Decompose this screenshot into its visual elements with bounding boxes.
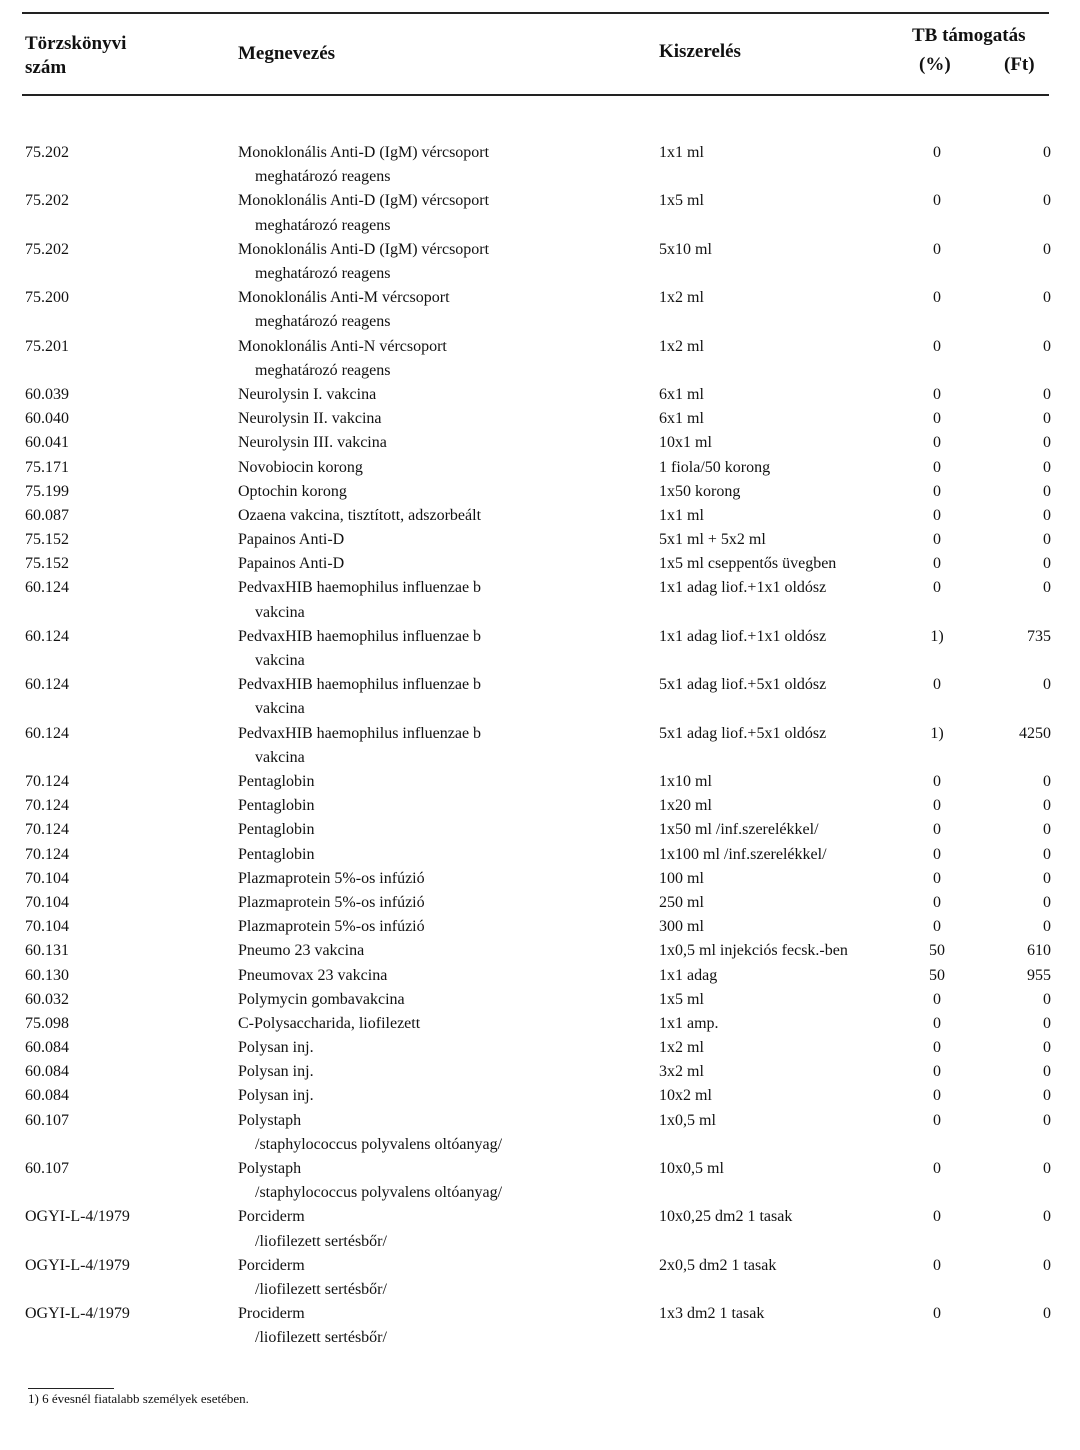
support-ft: 0 (1043, 192, 1051, 210)
table-row (0, 480, 1080, 504)
support-percent: 0 (933, 410, 941, 428)
product-name-continuation: meghatározó reagens (255, 313, 391, 331)
table-row (0, 1302, 1080, 1350)
support-percent: 0 (933, 773, 941, 791)
support-ft: 0 (1043, 773, 1051, 791)
support-ft: 0 (1043, 1305, 1051, 1323)
product-name-line: Pentaglobin (238, 797, 315, 815)
product-name-line: Pentaglobin (238, 821, 315, 839)
packaging: 1x20 ml (659, 797, 712, 815)
table-row (0, 988, 1080, 1012)
registry-number: OGYI-L-4/1979 (25, 1208, 130, 1226)
packaging: 1x1 adag (659, 966, 718, 984)
packaging: 1x100 ml /inf.szerelékkel/ (659, 845, 827, 863)
support-ft: 0 (1043, 289, 1051, 307)
header-id-line2: szám (25, 57, 67, 78)
product-name-line: Neurolysin III. vakcina (238, 434, 387, 452)
product-name (238, 722, 481, 770)
packaging: 5x1 ml + 5x2 ml (659, 531, 766, 549)
support-percent: 1) (930, 724, 944, 742)
packaging: 5x10 ml (659, 240, 712, 258)
registry-number: 60.084 (25, 1063, 69, 1081)
packaging: 1x5 ml (659, 192, 704, 210)
support-ft: 0 (1043, 144, 1051, 161)
product-name-line: Novobiocin korong (238, 458, 363, 476)
registry-number: 60.124 (25, 579, 69, 597)
registry-number: 75.152 (25, 531, 69, 549)
support-ft: 4250 (1019, 724, 1051, 742)
registry-number: OGYI-L-4/1979 (25, 1256, 130, 1274)
support-ft: 0 (1043, 579, 1051, 597)
table-row (0, 383, 1080, 407)
support-ft: 0 (1043, 1208, 1051, 1226)
support-percent: 0 (933, 1208, 941, 1226)
support-percent: 0 (933, 579, 941, 597)
registry-number: 60.124 (25, 627, 69, 645)
product-name (238, 1157, 502, 1205)
support-percent: 0 (933, 144, 941, 161)
table-row (0, 891, 1080, 915)
support-percent: 0 (933, 1160, 941, 1178)
packaging: 100 ml (659, 869, 704, 887)
support-ft: 0 (1043, 1256, 1051, 1274)
product-name (238, 891, 425, 915)
registry-number: 60.040 (25, 410, 69, 428)
support-ft: 0 (1043, 893, 1051, 911)
table-row (0, 189, 1080, 237)
registry-number: 60.124 (25, 676, 69, 694)
product-name-continuation: /liofilezett sertésbőr/ (255, 1232, 387, 1250)
table-row (0, 431, 1080, 455)
product-name-line: Optochin korong (238, 482, 347, 500)
support-percent: 0 (933, 845, 941, 863)
support-percent: 0 (933, 289, 941, 307)
table-row (0, 1012, 1080, 1036)
header-ft: (Ft) (1004, 54, 1035, 75)
table-row (0, 1254, 1080, 1302)
product-name-continuation: meghatározó reagens (255, 264, 391, 282)
support-ft: 0 (1043, 1087, 1051, 1105)
product-name (238, 1036, 314, 1060)
table-row (0, 286, 1080, 334)
packaging: 10x1 ml (659, 434, 712, 452)
registry-number: 70.124 (25, 821, 69, 839)
table-row (0, 867, 1080, 891)
registry-number: 60.039 (25, 385, 69, 403)
product-name-continuation: /staphylococcus polyvalens oltóanyag/ (255, 1135, 503, 1153)
product-name (238, 576, 481, 624)
product-name (238, 1254, 387, 1302)
product-name (238, 770, 314, 794)
product-name-line: Neurolysin II. vakcina (238, 410, 382, 428)
registry-number: 60.041 (25, 434, 69, 452)
packaging: 1x50 korong (659, 482, 741, 500)
registry-number: 70.124 (25, 773, 69, 791)
packaging: 6x1 ml (659, 410, 704, 428)
table-row (0, 1205, 1080, 1253)
product-name (238, 818, 314, 842)
packaging: 5x1 adag liof.+5x1 oldósz (659, 724, 827, 742)
header-support: TB támogatás (912, 25, 1026, 46)
footnote: 1) 6 évesnél fiatalabb személyek esetében. (28, 1391, 249, 1406)
product-name (238, 915, 425, 939)
registry-number: 60.032 (25, 990, 69, 1008)
packaging: 5x1 adag liof.+5x1 oldósz (659, 676, 827, 694)
registry-number: 60.107 (25, 1160, 69, 1178)
packaging: 300 ml (659, 918, 704, 936)
support-percent: 0 (933, 531, 941, 549)
support-percent: 0 (933, 1039, 941, 1057)
product-name-line: PedvaxHIB haemophilus influenzae b (238, 676, 482, 694)
product-name (238, 673, 481, 721)
product-name-line: Monoklonális Anti-D (IgM) vércsoport (238, 240, 490, 258)
product-name-continuation: meghatározó reagens (255, 216, 391, 234)
support-percent: 0 (933, 434, 941, 452)
support-ft: 735 (1027, 627, 1051, 645)
product-name-line: Pneumovax 23 vakcina (238, 966, 388, 984)
product-name (238, 1109, 502, 1157)
support-ft: 0 (1043, 506, 1051, 524)
product-name (238, 964, 387, 988)
registry-number: 70.104 (25, 918, 69, 936)
packaging: 250 ml (659, 893, 704, 911)
packaging: 10x0,25 dm2 1 tasak (659, 1208, 793, 1226)
product-name (238, 528, 344, 552)
support-ft: 0 (1043, 240, 1051, 258)
support-percent: 0 (933, 506, 941, 524)
header-id (25, 32, 126, 80)
support-ft: 0 (1043, 458, 1051, 476)
registry-number: 75.199 (25, 482, 69, 500)
support-percent: 0 (933, 676, 941, 694)
table-row (0, 335, 1080, 383)
support-ft: 0 (1043, 797, 1051, 815)
product-name-line: C-Polysaccharida, liofilezett (238, 1014, 421, 1032)
support-ft: 610 (1027, 942, 1051, 960)
product-name-line: Plazmaprotein 5%-os infúzió (238, 869, 425, 887)
registry-number: 60.084 (25, 1039, 69, 1057)
registry-number: 60.130 (25, 966, 69, 984)
product-name-line: Pneumo 23 vakcina (238, 942, 365, 960)
registry-number: 60.084 (25, 1087, 69, 1105)
support-percent: 0 (933, 482, 941, 500)
product-name-line: Prociderm (238, 1305, 305, 1323)
product-name-line: Neurolysin I. vakcina (238, 385, 377, 403)
product-name (238, 1060, 314, 1084)
table-row (0, 238, 1080, 286)
product-name-line: Pentaglobin (238, 773, 315, 791)
product-name-continuation: vakcina (255, 700, 305, 718)
registry-number: 70.104 (25, 893, 69, 911)
table-row (0, 1036, 1080, 1060)
product-name-line: Plazmaprotein 5%-os infúzió (238, 918, 425, 936)
header-pack: Kiszerelés (659, 41, 741, 62)
product-name (238, 141, 489, 189)
packaging: 1x5 ml (659, 990, 704, 1008)
header-name: Megnevezés (238, 43, 336, 64)
product-name-line: Plazmaprotein 5%-os infúzió (238, 893, 425, 911)
support-ft: 0 (1043, 869, 1051, 887)
support-percent: 1) (930, 627, 944, 645)
registry-number: 75.171 (25, 458, 69, 476)
support-percent: 0 (933, 555, 941, 573)
support-percent: 0 (933, 1256, 941, 1274)
table-row (0, 528, 1080, 552)
product-name (238, 625, 481, 673)
product-name-line: Papainos Anti-D (238, 555, 345, 573)
table-row (0, 576, 1080, 624)
table-row (0, 939, 1080, 963)
support-ft: 0 (1043, 1039, 1051, 1057)
product-name (238, 1084, 314, 1108)
support-ft: 0 (1043, 410, 1051, 428)
packaging: 1x2 ml (659, 1039, 704, 1057)
product-name-line: PedvaxHIB haemophilus influenzae b (238, 627, 482, 645)
product-name (238, 383, 376, 407)
registry-number: 70.124 (25, 845, 69, 863)
packaging: 2x0,5 dm2 1 tasak (659, 1256, 777, 1274)
product-name (238, 794, 314, 818)
support-ft: 0 (1043, 845, 1051, 863)
support-ft: 0 (1043, 676, 1051, 694)
product-name-line: Polysan inj. (238, 1039, 314, 1057)
packaging: 6x1 ml (659, 385, 704, 403)
header-id-line1: Törzskönyvi (25, 33, 127, 54)
registry-number: 60.124 (25, 724, 69, 742)
support-percent: 0 (933, 1087, 941, 1105)
product-name (238, 456, 363, 480)
support-percent: 0 (933, 385, 941, 403)
registry-number: 75.152 (25, 555, 69, 573)
product-name (238, 431, 387, 455)
product-name-line: Porciderm (238, 1208, 305, 1226)
product-name (238, 286, 450, 334)
support-ft: 0 (1043, 531, 1051, 549)
registry-number: 75.202 (25, 240, 69, 258)
table-row (0, 673, 1080, 721)
header-rule (22, 94, 1049, 96)
packaging: 1x1 adag liof.+1x1 oldósz (659, 627, 827, 645)
product-name (238, 407, 382, 431)
product-name-line: Polysan inj. (238, 1063, 314, 1081)
support-percent: 0 (933, 821, 941, 839)
support-ft: 955 (1027, 966, 1051, 984)
support-percent: 0 (933, 869, 941, 887)
registry-number: 60.087 (25, 506, 69, 524)
packaging: 1x10 ml (659, 773, 712, 791)
product-name-continuation: /liofilezett sertésbőr/ (255, 1281, 387, 1299)
table-row (0, 407, 1080, 431)
support-percent: 0 (933, 1014, 941, 1032)
table-row (0, 770, 1080, 794)
support-ft: 0 (1043, 1160, 1051, 1178)
product-name (238, 988, 405, 1012)
support-percent: 0 (933, 192, 941, 210)
packaging: 1x3 dm2 1 tasak (659, 1305, 765, 1323)
table-row (0, 504, 1080, 528)
product-name-line: Polysan inj. (238, 1087, 314, 1105)
product-name-line: Polymycin gombavakcina (238, 990, 405, 1008)
packaging: 1x2 ml (659, 337, 704, 355)
support-percent: 0 (933, 893, 941, 911)
registry-number: 70.124 (25, 797, 69, 815)
product-name (238, 939, 364, 963)
registry-number: OGYI-L-4/1979 (25, 1305, 130, 1323)
support-percent: 50 (929, 966, 945, 984)
product-name (238, 1012, 420, 1036)
support-percent: 0 (933, 990, 941, 1008)
product-name-line: Pentaglobin (238, 845, 315, 863)
packaging: 3x2 ml (659, 1063, 704, 1081)
support-ft: 0 (1043, 482, 1051, 500)
footnote-rule (28, 1388, 114, 1389)
product-name (238, 1302, 387, 1350)
support-percent: 50 (929, 942, 945, 960)
top-rule (22, 12, 1049, 14)
table-row (0, 141, 1080, 189)
support-percent: 0 (933, 918, 941, 936)
table-row (0, 1084, 1080, 1108)
table-row (0, 625, 1080, 673)
support-percent: 0 (933, 1111, 941, 1129)
support-ft: 0 (1043, 385, 1051, 403)
product-name-continuation: /liofilezett sertésbőr/ (255, 1329, 387, 1347)
support-percent: 0 (933, 240, 941, 258)
product-name-line: Monoklonális Anti-M vércsoport (238, 289, 450, 307)
packaging: 1x5 ml cseppentős üvegben (659, 555, 837, 573)
product-name (238, 1205, 387, 1253)
packaging: 1x0,5 ml injekciós fecsk.-ben (659, 942, 848, 960)
table-row (0, 1109, 1080, 1157)
product-name-line: Ozaena vakcina, tisztított, adszorbeált (238, 506, 482, 524)
packaging: 1x1 amp. (659, 1014, 719, 1032)
table-row (0, 1157, 1080, 1205)
product-name-line: Monoklonális Anti-N vércsoport (238, 337, 447, 355)
table-body (0, 141, 1080, 1351)
table-row (0, 1060, 1080, 1084)
support-percent: 0 (933, 1063, 941, 1081)
support-percent: 0 (933, 337, 941, 355)
registry-number: 60.131 (25, 942, 69, 960)
support-ft: 0 (1043, 337, 1051, 355)
table-row (0, 964, 1080, 988)
product-name-line: Monoklonális Anti-D (IgM) vércsoport (238, 144, 490, 161)
table-row (0, 722, 1080, 770)
table-row (0, 456, 1080, 480)
packaging: 1x1 ml (659, 144, 704, 161)
product-name (238, 480, 347, 504)
product-name-continuation: vakcina (255, 603, 305, 621)
header-pct: (%) (919, 54, 951, 75)
support-ft: 0 (1043, 821, 1051, 839)
registry-number: 75.098 (25, 1014, 69, 1032)
support-percent: 0 (933, 1305, 941, 1323)
support-ft: 0 (1043, 1063, 1051, 1081)
support-ft: 0 (1043, 990, 1051, 1008)
support-ft: 0 (1043, 1111, 1051, 1129)
packaging: 10x0,5 ml (659, 1160, 724, 1178)
packaging: 1x1 adag liof.+1x1 oldósz (659, 579, 827, 597)
packaging: 1x1 ml (659, 506, 704, 524)
product-name (238, 504, 481, 528)
product-name (238, 335, 447, 383)
support-ft: 0 (1043, 555, 1051, 573)
packaging: 1x0,5 ml (659, 1111, 716, 1129)
product-name-continuation: vakcina (255, 748, 305, 766)
product-name-line: Polystaph (238, 1111, 302, 1129)
support-percent: 0 (933, 797, 941, 815)
product-name-line: Polystaph (238, 1160, 302, 1178)
table-row (0, 915, 1080, 939)
table-row (0, 818, 1080, 842)
product-name (238, 867, 425, 891)
registry-number: 70.104 (25, 869, 69, 887)
support-percent: 0 (933, 458, 941, 476)
support-ft: 0 (1043, 434, 1051, 452)
registry-number: 75.200 (25, 289, 69, 307)
table-row (0, 843, 1080, 867)
product-name-line: Monoklonális Anti-D (IgM) vércsoport (238, 192, 490, 210)
registry-number: 75.202 (25, 192, 69, 210)
packaging: 10x2 ml (659, 1087, 712, 1105)
product-name (238, 843, 314, 867)
product-name-continuation: /staphylococcus polyvalens oltóanyag/ (255, 1184, 503, 1202)
product-name (238, 238, 489, 286)
product-name (238, 189, 489, 237)
registry-number: 75.202 (25, 144, 69, 161)
product-name (238, 552, 344, 576)
packaging: 1x50 ml /inf.szerelékkel/ (659, 821, 819, 839)
packaging: 1x2 ml (659, 289, 704, 307)
registry-number: 75.201 (25, 337, 69, 355)
support-ft: 0 (1043, 918, 1051, 936)
packaging: 1 fiola/50 korong (659, 458, 771, 476)
product-name-line: Papainos Anti-D (238, 531, 345, 549)
table-row (0, 794, 1080, 818)
product-name-continuation: vakcina (255, 652, 305, 670)
registry-number: 60.107 (25, 1111, 69, 1129)
product-name-continuation: meghatározó reagens (255, 361, 391, 379)
support-ft: 0 (1043, 1014, 1051, 1032)
table-row (0, 552, 1080, 576)
product-name-line: PedvaxHIB haemophilus influenzae b (238, 579, 482, 597)
product-name-line: Porciderm (238, 1256, 305, 1274)
product-name-continuation: meghatározó reagens (255, 168, 391, 186)
product-name-line: PedvaxHIB haemophilus influenzae b (238, 724, 482, 742)
